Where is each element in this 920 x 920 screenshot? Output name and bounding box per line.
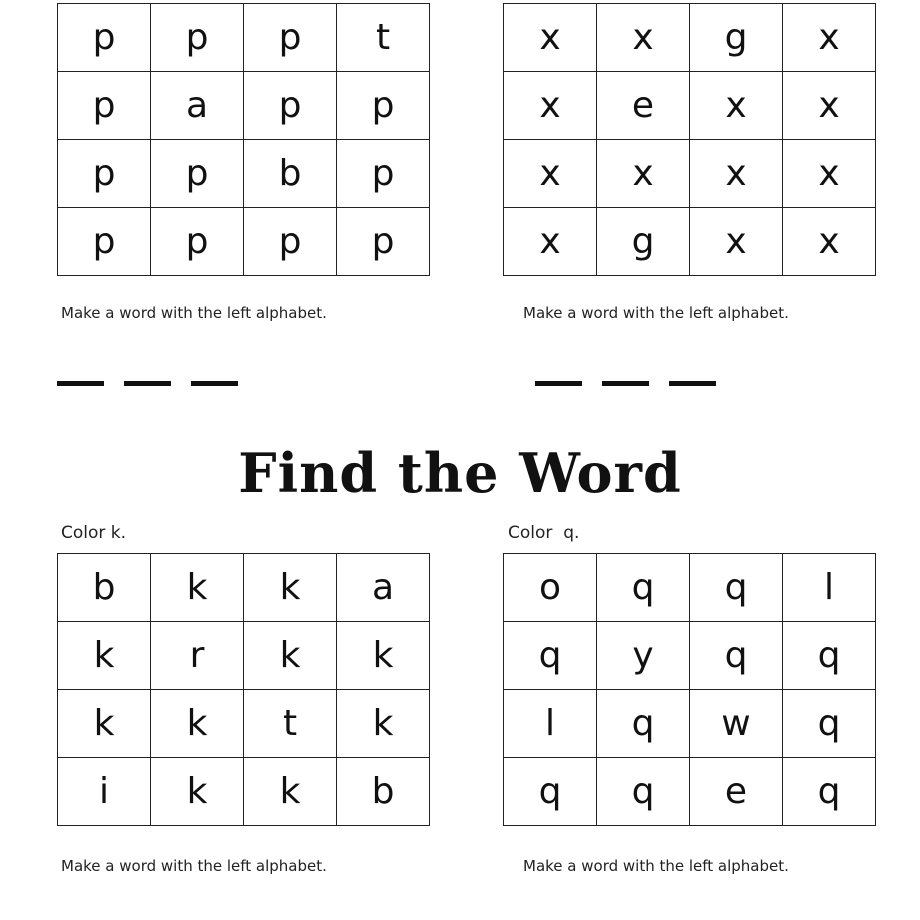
letter-cell[interactable]: q xyxy=(597,690,690,758)
bottom-left-letter-grid xyxy=(57,553,430,826)
letter-cell[interactable]: x xyxy=(504,208,597,276)
letter-cell[interactable]: x xyxy=(783,208,876,276)
letter-cell[interactable]: b xyxy=(337,758,430,826)
letter-cell[interactable]: k xyxy=(244,622,337,690)
grid-row xyxy=(58,690,430,758)
letter-cell[interactable]: p xyxy=(337,140,430,208)
grid-row xyxy=(504,622,876,690)
letter-cell[interactable]: t xyxy=(337,4,430,72)
letter-cell[interactable]: k xyxy=(58,690,151,758)
grid-row xyxy=(504,554,876,622)
grid-row xyxy=(504,72,876,140)
grid-row xyxy=(58,208,430,276)
letter-cell[interactable]: g xyxy=(597,208,690,276)
letter-cell[interactable]: q xyxy=(690,554,783,622)
letter-cell[interactable]: p xyxy=(151,140,244,208)
bottom-left-color-label: Color k. xyxy=(61,523,127,543)
top-left-letter-grid xyxy=(57,3,430,276)
top-left-answer-blanks xyxy=(57,381,238,387)
letter-cell[interactable]: k xyxy=(58,622,151,690)
grid-row xyxy=(58,4,430,72)
letter-cell[interactable]: x xyxy=(504,140,597,208)
top-right-instruction: Make a word with the left alphabet. xyxy=(523,304,789,322)
letter-cell[interactable]: x xyxy=(690,140,783,208)
grid-row xyxy=(504,690,876,758)
letter-cell[interactable]: x xyxy=(597,4,690,72)
top-right-answer-blanks xyxy=(535,381,716,387)
grid-row xyxy=(504,208,876,276)
letter-cell[interactable]: k xyxy=(244,758,337,826)
letter-cell[interactable]: p xyxy=(151,4,244,72)
grid-row xyxy=(58,622,430,690)
answer-blank[interactable] xyxy=(57,381,104,386)
letter-cell[interactable]: t xyxy=(244,690,337,758)
grid-row xyxy=(58,758,430,826)
letter-cell[interactable]: o xyxy=(504,554,597,622)
bottom-left-instruction: Make a word with the left alphabet. xyxy=(61,857,327,875)
letter-cell[interactable]: k xyxy=(151,690,244,758)
letter-cell[interactable]: x xyxy=(783,140,876,208)
letter-cell[interactable]: p xyxy=(337,72,430,140)
letter-cell[interactable]: r xyxy=(151,622,244,690)
letter-cell[interactable]: w xyxy=(690,690,783,758)
letter-cell[interactable]: q xyxy=(783,690,876,758)
letter-cell[interactable]: k xyxy=(337,622,430,690)
letter-cell[interactable]: q xyxy=(597,758,690,826)
grid-row xyxy=(58,72,430,140)
letter-cell[interactable]: g xyxy=(690,4,783,72)
letter-cell[interactable]: p xyxy=(58,4,151,72)
letter-cell[interactable]: x xyxy=(783,72,876,140)
grid-row xyxy=(58,140,430,208)
letter-cell[interactable]: p xyxy=(58,72,151,140)
letter-cell[interactable]: x xyxy=(783,4,876,72)
top-left-instruction: Make a word with the left alphabet. xyxy=(61,304,327,322)
letter-cell[interactable]: a xyxy=(337,554,430,622)
answer-blank[interactable] xyxy=(191,381,238,386)
letter-cell[interactable]: p xyxy=(337,208,430,276)
letter-cell[interactable]: k xyxy=(337,690,430,758)
bottom-right-color-label: Color q. xyxy=(508,523,580,543)
top-right-letter-grid xyxy=(503,3,876,276)
letter-cell[interactable]: l xyxy=(783,554,876,622)
grid-row xyxy=(504,758,876,826)
grid-row xyxy=(504,140,876,208)
bottom-right-letter-grid xyxy=(503,553,876,826)
letter-cell[interactable]: p xyxy=(244,4,337,72)
letter-cell[interactable]: a xyxy=(151,72,244,140)
letter-cell[interactable]: q xyxy=(783,758,876,826)
letter-cell[interactable]: q xyxy=(504,758,597,826)
letter-cell[interactable]: y xyxy=(597,622,690,690)
letter-cell[interactable]: q xyxy=(783,622,876,690)
answer-blank[interactable] xyxy=(602,381,649,386)
letter-cell[interactable]: x xyxy=(597,140,690,208)
letter-cell[interactable]: e xyxy=(690,758,783,826)
letter-cell[interactable]: x xyxy=(504,72,597,140)
letter-cell[interactable]: p xyxy=(58,140,151,208)
letter-cell[interactable]: p xyxy=(244,72,337,140)
grid-row xyxy=(504,4,876,72)
answer-blank[interactable] xyxy=(124,381,171,386)
letter-cell[interactable]: k xyxy=(244,554,337,622)
letter-cell[interactable]: q xyxy=(597,554,690,622)
letter-cell[interactable]: x xyxy=(690,208,783,276)
letter-cell[interactable]: x xyxy=(504,4,597,72)
answer-blank[interactable] xyxy=(535,381,582,386)
grid-row xyxy=(58,554,430,622)
letter-cell[interactable]: b xyxy=(244,140,337,208)
letter-cell[interactable]: b xyxy=(58,554,151,622)
letter-cell[interactable]: k xyxy=(151,554,244,622)
letter-cell[interactable]: e xyxy=(597,72,690,140)
letter-cell[interactable]: i xyxy=(58,758,151,826)
letter-cell[interactable]: p xyxy=(151,208,244,276)
letter-cell[interactable]: p xyxy=(244,208,337,276)
letter-cell[interactable]: l xyxy=(504,690,597,758)
letter-cell[interactable]: p xyxy=(58,208,151,276)
letter-cell[interactable]: x xyxy=(690,72,783,140)
answer-blank[interactable] xyxy=(669,381,716,386)
letter-cell[interactable]: q xyxy=(504,622,597,690)
letter-cell[interactable]: q xyxy=(690,622,783,690)
page-title: Find the Word xyxy=(238,441,682,505)
bottom-right-instruction: Make a word with the left alphabet. xyxy=(523,857,789,875)
letter-cell[interactable]: k xyxy=(151,758,244,826)
